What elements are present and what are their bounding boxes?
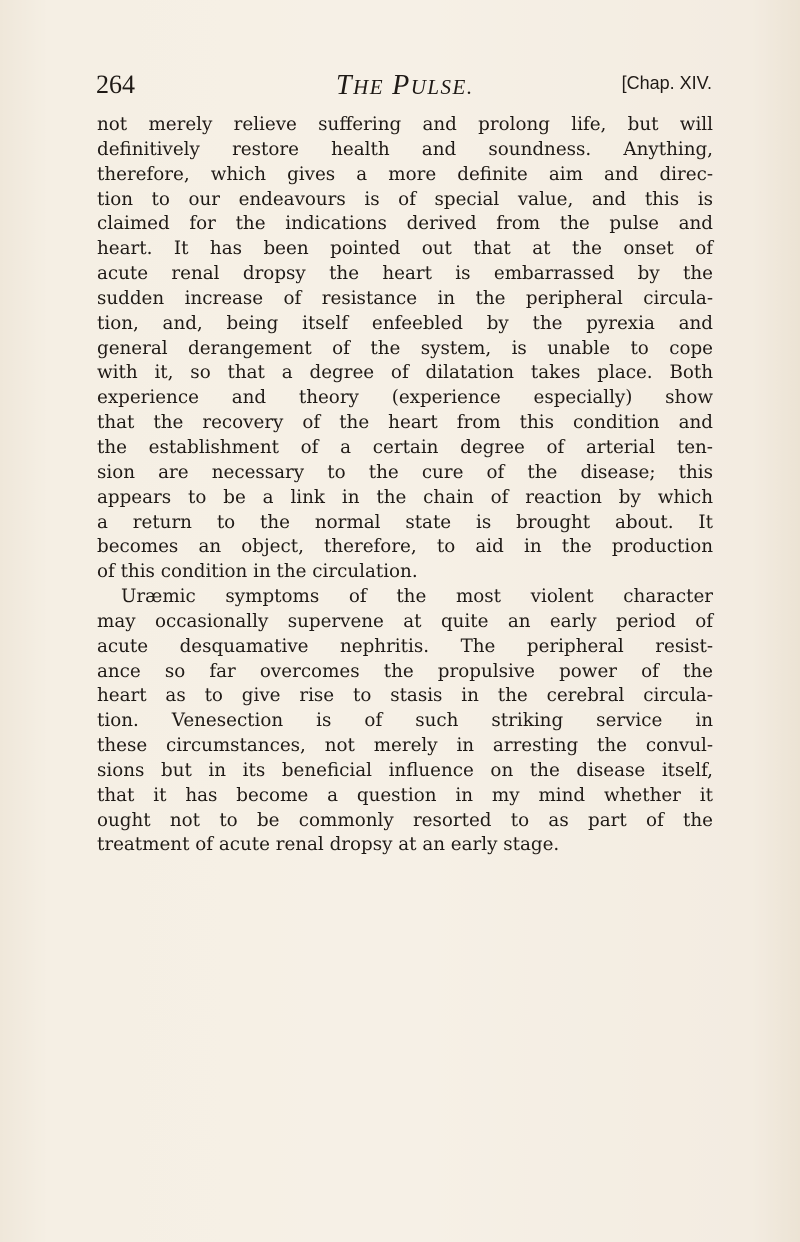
- text-line: that the recovery of the heart from this condition and: [97, 412, 713, 434]
- text-line: not merely relieve suffering and prolong life, but will: [97, 114, 713, 135]
- text-line: treatment of acute renal dropsy at an early stage.: [97, 834, 560, 856]
- text-line: appears to be a link in the chain of reaction by which: [97, 486, 713, 508]
- body-text: [97, 113, 713, 858]
- text-line: tion to our endeavours is of special value, and this is: [97, 188, 713, 210]
- text-line: a return to the normal state is brought about. It: [97, 511, 713, 533]
- text-line: with it, so that a degree of dilatation takes place. Both: [97, 362, 713, 384]
- running-head: [96, 70, 712, 110]
- running-title: [336, 70, 474, 102]
- running-title-ulse: ULSE.: [410, 75, 474, 99]
- text-line: sion are necessary to the cure of the disease; this: [97, 461, 713, 483]
- text-line: definitively restore health and soundness. Anything,: [97, 138, 713, 160]
- text-line: experience and theory (experience especially) show: [97, 387, 713, 409]
- text-line: heart as to give rise to stasis in the cerebral circula-: [97, 685, 713, 707]
- text-line: ought not to be commonly resorted to as part of the: [97, 809, 713, 831]
- page-number: 264: [96, 70, 135, 99]
- text-line: tion. Venesection is of such striking service in: [97, 710, 713, 732]
- text-line: these circumstances, not merely in arresting the convul-: [97, 735, 713, 757]
- text-line: Uræmic symptoms of the most violent character: [121, 586, 713, 608]
- text-line: general derangement of the system, is unable to cope: [97, 337, 713, 359]
- text-line: sions but in its beneficial influence on the disease itself,: [97, 759, 713, 781]
- text-line: therefore, which gives a more definite aim and direc-: [97, 163, 713, 185]
- text-line: may occasionally supervene at quite an early period of: [97, 610, 713, 632]
- text-line: acute renal dropsy the heart is embarrassed by the: [97, 263, 713, 285]
- text-line: claimed for the indications derived from the pulse and: [97, 213, 713, 235]
- text-line: the establishment of a certain degree of arterial ten-: [97, 436, 713, 458]
- paragraph-2: [97, 585, 713, 858]
- text-line: ance so far overcomes the propulsive power of the: [97, 660, 713, 682]
- chapter-reference: [Chap. XIV.: [621, 73, 712, 93]
- text-line: sudden increase of resistance in the peripheral circula-: [97, 287, 713, 309]
- text-line: tion, and, being itself enfeebled by the pyrexia and: [97, 312, 713, 334]
- text-line: heart. It has been pointed out that at the onset of: [97, 238, 713, 260]
- text-line: acute desquamative nephritis. The peripheral resist-: [97, 635, 713, 657]
- running-title-initial-p: P: [392, 70, 411, 101]
- running-title-initial-t: T: [336, 70, 354, 101]
- text-line: that it has become a question in my mind whether it: [97, 784, 713, 806]
- text-line: of this condition in the circulation.: [97, 561, 418, 583]
- running-title-he: HE: [353, 75, 385, 99]
- text-line: becomes an object, therefore, to aid in the production: [97, 536, 713, 558]
- paragraph-1: [97, 113, 713, 585]
